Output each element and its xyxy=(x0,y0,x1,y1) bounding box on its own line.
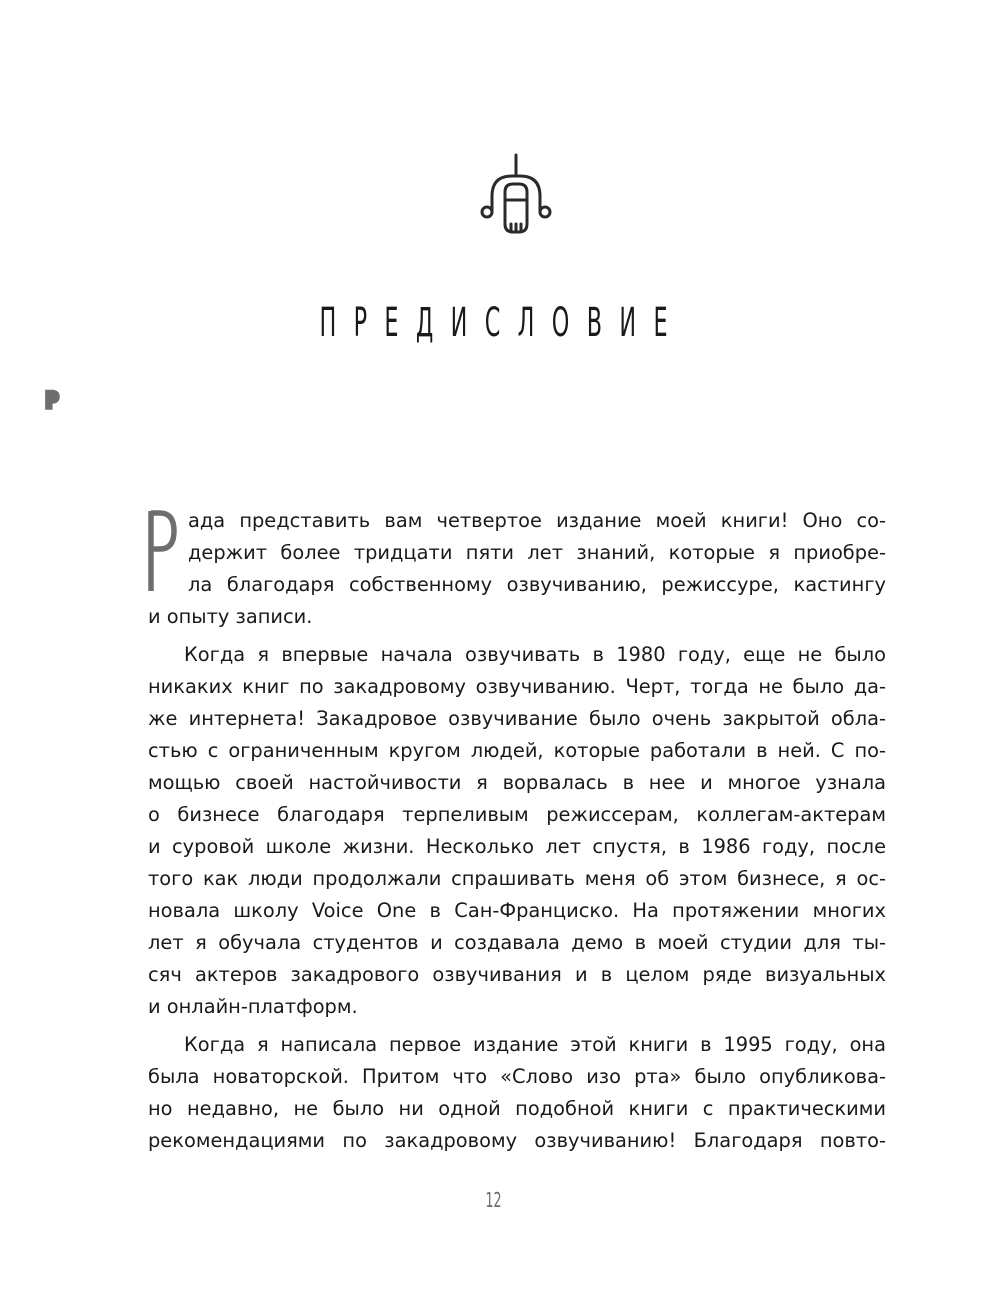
third-paragraph xyxy=(148,1029,886,1157)
text-line: ада представить вам четвертое издание моей книги! Оно со- xyxy=(188,509,886,532)
text-line: мощью своей настойчивости я ворвалась в нее и многое узнала xyxy=(148,771,886,794)
text-line: и опыту записи. xyxy=(148,605,313,628)
first-paragraph xyxy=(46,389,886,633)
text-line: лет я обучала студентов и создавала демо в моей студии для ты- xyxy=(148,931,886,954)
text-line: Когда я впервые начала озвучивать в 1980 году, еще не было xyxy=(184,643,886,666)
microphone-icon xyxy=(476,152,556,236)
text-line: сяч актеров закадрового озвучивания и в целом ряде визуальных xyxy=(148,963,886,986)
text-line: рекомендациями по закадровому озвучиванию! Благодаря повто- xyxy=(148,1129,886,1152)
text-line: же интернета! Закадровое озвучивание было очень закрытой обла- xyxy=(148,707,886,730)
body-text xyxy=(46,389,886,1157)
text-line: о бизнесе благодаря терпеливым режиссерам, коллегам-актерам xyxy=(148,803,886,826)
text-line: была новаторской. Притом что «Слово изо рта» было опубликова- xyxy=(148,1065,886,1088)
text-line: того как люди продолжали спрашивать меня об этом бизнесе, я ос- xyxy=(148,867,886,890)
text-line: и суровой школе жизни. Несколько лет спустя, в 1986 году, после xyxy=(148,835,886,858)
text-line: и онлайн-платформ. xyxy=(148,995,358,1018)
chapter-title: ПРЕДИСЛОВИЕ xyxy=(319,300,685,346)
text-line: Когда я написала первое издание этой книги в 1995 году, она xyxy=(184,1033,886,1056)
text-line: новала школу Voice One в Сан-Франциско. На протяжении многих xyxy=(148,899,886,922)
svg-text:Р: Р xyxy=(46,389,58,412)
page-number: 12 xyxy=(485,1188,502,1212)
second-paragraph xyxy=(148,639,886,1023)
text-line: но недавно, не было ни одной подобной книги с практическими xyxy=(148,1097,886,1120)
text-line: ла благодаря собственному озвучиванию, режиссуре, кастингу xyxy=(188,573,886,596)
text-line: стью с ограниченным кругом людей, которые работали в ней. С по- xyxy=(148,739,886,762)
dropcap-letter xyxy=(46,389,178,593)
text-line: держит более тридцати пяти лет знаний, которые я приобре- xyxy=(188,541,886,564)
text-line: никаких книг по закадровому озвучиванию. Черт, тогда не было да- xyxy=(148,675,886,698)
